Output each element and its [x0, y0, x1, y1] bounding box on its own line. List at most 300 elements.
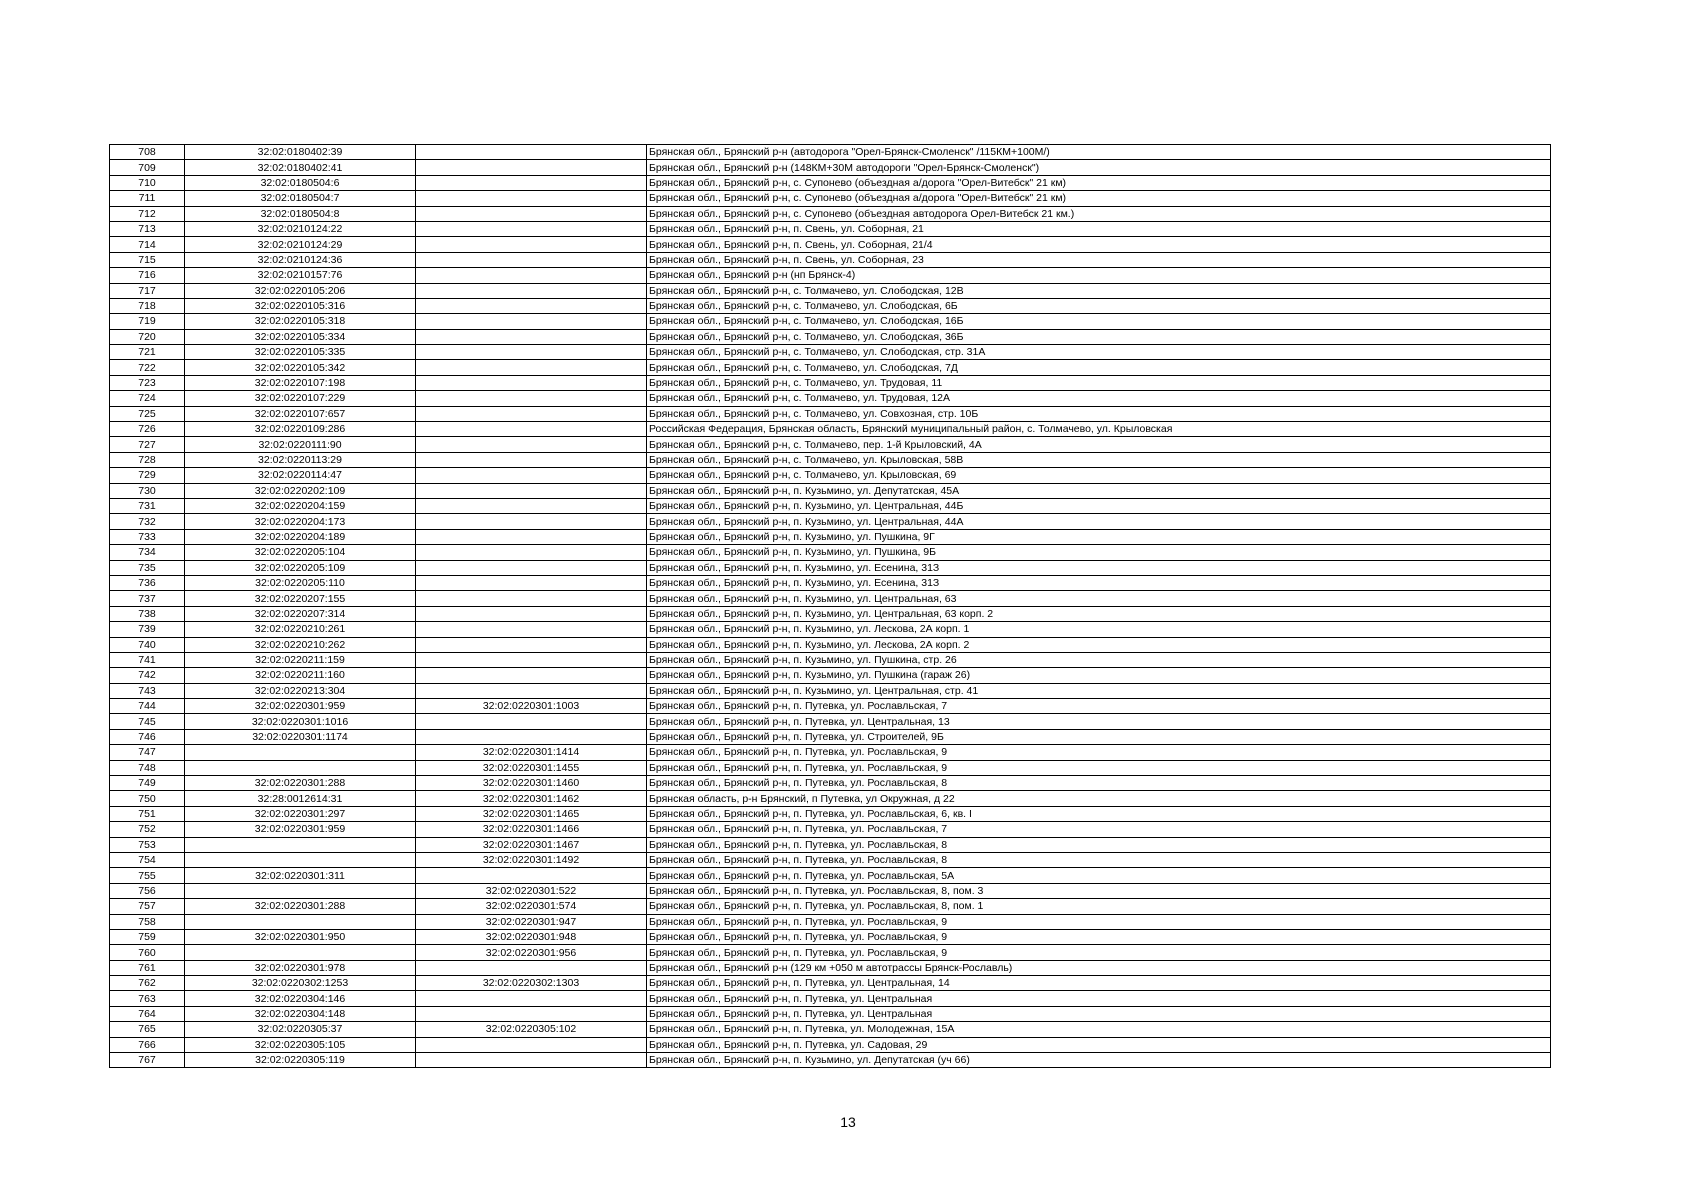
- row-number-cell: 712: [110, 206, 185, 221]
- related-cadastral-number-cell: [416, 652, 647, 667]
- row-number-cell: 741: [110, 652, 185, 667]
- table-row: [110, 652, 1551, 667]
- related-cadastral-number-cell: [416, 498, 647, 513]
- table-row: [110, 699, 1551, 714]
- cadastral-number-cell: 32:02:0210124:36: [185, 252, 416, 267]
- table-row: [110, 406, 1551, 421]
- address-cell: Брянская обл., Брянский р-н, п. Путевка, ул. Центральная, 14: [647, 976, 1551, 991]
- row-number-cell: 723: [110, 375, 185, 390]
- cadastral-number-cell: 32:02:0220301:297: [185, 806, 416, 821]
- related-cadastral-number-cell: [416, 406, 647, 421]
- row-number-cell: 754: [110, 852, 185, 867]
- related-cadastral-number-cell: [416, 329, 647, 344]
- address-cell: Брянская обл., Брянский р-н, п. Путевка, ул. Рославльская, 9: [647, 745, 1551, 760]
- table-row: [110, 529, 1551, 544]
- address-cell: Брянская обл., Брянский р-н, п. Кузьмино, ул. Центральная, 63 корп. 2: [647, 606, 1551, 621]
- cadastral-number-cell: 32:02:0220109:286: [185, 422, 416, 437]
- address-cell: Брянская обл., Брянский р-н, п. Кузьмино, ул. Пушкина, 9Б: [647, 545, 1551, 560]
- address-cell: Брянская обл., Брянский р-н, п. Путевка, ул. Центральная, 13: [647, 714, 1551, 729]
- related-cadastral-number-cell: 32:02:0220301:956: [416, 945, 647, 960]
- address-cell: Брянская обл., Брянский р-н, п. Путевка, ул. Строителей, 9Б: [647, 729, 1551, 744]
- address-cell: Брянская обл., Брянский р-н, п. Путевка, ул. Рославльская, 9: [647, 760, 1551, 775]
- table-row: [110, 899, 1551, 914]
- row-number-cell: 745: [110, 714, 185, 729]
- address-cell: Брянская обл., Брянский р-н (нп Брянск-4): [647, 268, 1551, 283]
- row-number-cell: 725: [110, 406, 185, 421]
- related-cadastral-number-cell: [416, 714, 647, 729]
- address-cell: Брянская обл., Брянский р-н (автодорога "Орел-Брянск-Смоленск" /115КМ+100М/): [647, 145, 1551, 160]
- cadastral-number-cell: 32:02:0220204:189: [185, 529, 416, 544]
- address-cell: Брянская область, р-н Брянский, п Путевка, ул Окружная, д 22: [647, 791, 1551, 806]
- related-cadastral-number-cell: [416, 298, 647, 313]
- row-number-cell: 729: [110, 468, 185, 483]
- related-cadastral-number-cell: 32:02:0220305:102: [416, 1022, 647, 1037]
- table-row: [110, 545, 1551, 560]
- cadastral-number-cell: 32:02:0220210:261: [185, 622, 416, 637]
- address-cell: Брянская обл., Брянский р-н, п. Путевка, ул. Рославльская, 7: [647, 822, 1551, 837]
- row-number-cell: 711: [110, 191, 185, 206]
- cadastral-number-cell: 32:02:0180504:7: [185, 191, 416, 206]
- table-row: [110, 268, 1551, 283]
- cadastral-number-cell: [185, 883, 416, 898]
- table-row: [110, 822, 1551, 837]
- cadastral-number-cell: 32:02:0220301:288: [185, 899, 416, 914]
- address-cell: Брянская обл., Брянский р-н, п. Кузьмино, ул. Лескова, 2А корп. 2: [647, 637, 1551, 652]
- related-cadastral-number-cell: 32:02:0220301:948: [416, 929, 647, 944]
- related-cadastral-number-cell: [416, 221, 647, 236]
- row-number-cell: 718: [110, 298, 185, 313]
- row-number-cell: 759: [110, 929, 185, 944]
- row-number-cell: 727: [110, 437, 185, 452]
- address-cell: Брянская обл., Брянский р-н (148КМ+30М автодороги "Орел-Брянск-Смоленск"): [647, 160, 1551, 175]
- cadastral-number-cell: 32:02:0220210:262: [185, 637, 416, 652]
- cadastral-number-cell: 32:02:0220107:229: [185, 391, 416, 406]
- address-cell: Брянская обл., Брянский р-н, п. Путевка, ул. Рославльская, 9: [647, 929, 1551, 944]
- row-number-cell: 713: [110, 221, 185, 236]
- table-row: [110, 776, 1551, 791]
- cadastral-number-cell: [185, 837, 416, 852]
- table-row: [110, 760, 1551, 775]
- related-cadastral-number-cell: [416, 514, 647, 529]
- address-cell: Брянская обл., Брянский р-н, с. Толмачево, ул. Слободская, 36Б: [647, 329, 1551, 344]
- row-number-cell: 756: [110, 883, 185, 898]
- row-number-cell: 757: [110, 899, 185, 914]
- cadastral-number-cell: 32:02:0220202:109: [185, 483, 416, 498]
- row-number-cell: 716: [110, 268, 185, 283]
- address-cell: Брянская обл., Брянский р-н, п. Путевка, ул. Садовая, 29: [647, 1037, 1551, 1052]
- table-row: [110, 637, 1551, 652]
- table-row: [110, 1006, 1551, 1021]
- cadastral-number-cell: 32:02:0220207:155: [185, 591, 416, 606]
- address-cell: Брянская обл., Брянский р-н, п. Кузьмино, ул. Депутатская, 45А: [647, 483, 1551, 498]
- property-table: [109, 144, 1551, 1068]
- address-cell: Брянская обл., Брянский р-н, с. Толмачево, ул. Совхозная, стр. 10Б: [647, 406, 1551, 421]
- related-cadastral-number-cell: [416, 1053, 647, 1068]
- related-cadastral-number-cell: [416, 683, 647, 698]
- table-row: [110, 391, 1551, 406]
- related-cadastral-number-cell: [416, 145, 647, 160]
- related-cadastral-number-cell: [416, 160, 647, 175]
- table-row: [110, 145, 1551, 160]
- cadastral-number-cell: 32:02:0220205:104: [185, 545, 416, 560]
- cadastral-number-cell: [185, 945, 416, 960]
- table-row: [110, 345, 1551, 360]
- cadastral-number-cell: 32:02:0220301:959: [185, 822, 416, 837]
- related-cadastral-number-cell: [416, 529, 647, 544]
- cadastral-number-cell: 32:02:0220105:318: [185, 314, 416, 329]
- cadastral-number-cell: 32:02:0220305:105: [185, 1037, 416, 1052]
- address-cell: Брянская обл., Брянский р-н, с. Толмачево, ул. Слободская, стр. 31А: [647, 345, 1551, 360]
- table-row: [110, 175, 1551, 190]
- table-row: [110, 991, 1551, 1006]
- row-number-cell: 735: [110, 560, 185, 575]
- related-cadastral-number-cell: [416, 360, 647, 375]
- address-cell: Брянская обл., Брянский р-н, с. Толмачево, ул. Трудовая, 11: [647, 375, 1551, 390]
- cadastral-number-cell: 32:02:0210124:22: [185, 221, 416, 236]
- address-cell: Брянская обл., Брянский р-н, п. Путевка, ул. Рославльская, 8: [647, 837, 1551, 852]
- row-number-cell: 714: [110, 237, 185, 252]
- row-number-cell: 766: [110, 1037, 185, 1052]
- cadastral-number-cell: 32:02:0220107:198: [185, 375, 416, 390]
- related-cadastral-number-cell: [416, 283, 647, 298]
- row-number-cell: 733: [110, 529, 185, 544]
- related-cadastral-number-cell: 32:02:0220301:947: [416, 914, 647, 929]
- row-number-cell: 730: [110, 483, 185, 498]
- row-number-cell: 726: [110, 422, 185, 437]
- page-number: 13: [840, 1114, 856, 1130]
- cadastral-number-cell: 32:02:0220105:206: [185, 283, 416, 298]
- related-cadastral-number-cell: 32:02:0220301:522: [416, 883, 647, 898]
- related-cadastral-number-cell: [416, 991, 647, 1006]
- table-row: [110, 929, 1551, 944]
- table-row: [110, 683, 1551, 698]
- row-number-cell: 748: [110, 760, 185, 775]
- cadastral-number-cell: 32:02:0220105:316: [185, 298, 416, 313]
- address-cell: Брянская обл., Брянский р-н (129 км +050 м автотрассы Брянск-Рославль): [647, 960, 1551, 975]
- table-row: [110, 837, 1551, 852]
- address-cell: Брянская обл., Брянский р-н, с. Супонево (объездная а/дорога "Орел-Витебск" 21 км): [647, 175, 1551, 190]
- cadastral-number-cell: 32:02:0180504:6: [185, 175, 416, 190]
- address-cell: Брянская обл., Брянский р-н, с. Толмачево, ул. Слободская, 6Б: [647, 298, 1551, 313]
- table-row: [110, 237, 1551, 252]
- table-row: [110, 360, 1551, 375]
- address-cell: Брянская обл., Брянский р-н, п. Путевка, ул. Рославльская, 6, кв. I: [647, 806, 1551, 821]
- table-row: [110, 514, 1551, 529]
- table-row: [110, 329, 1551, 344]
- related-cadastral-number-cell: [416, 345, 647, 360]
- table-row: [110, 468, 1551, 483]
- row-number-cell: 752: [110, 822, 185, 837]
- related-cadastral-number-cell: 32:02:0220301:1492: [416, 852, 647, 867]
- cadastral-number-cell: 32:02:0220107:657: [185, 406, 416, 421]
- related-cadastral-number-cell: [416, 575, 647, 590]
- address-cell: Брянская обл., Брянский р-н, п. Кузьмино, ул. Центральная, 44Б: [647, 498, 1551, 513]
- related-cadastral-number-cell: [416, 375, 647, 390]
- address-cell: Брянская обл., Брянский р-н, с. Супонево (объездная а/дорога "Орел-Витебск" 21 км): [647, 191, 1551, 206]
- cadastral-number-cell: [185, 852, 416, 867]
- table-row: [110, 221, 1551, 236]
- row-number-cell: 742: [110, 668, 185, 683]
- row-number-cell: 763: [110, 991, 185, 1006]
- table-row: [110, 883, 1551, 898]
- related-cadastral-number-cell: [416, 206, 647, 221]
- row-number-cell: 710: [110, 175, 185, 190]
- related-cadastral-number-cell: [416, 237, 647, 252]
- related-cadastral-number-cell: 32:02:0220301:1003: [416, 699, 647, 714]
- row-number-cell: 736: [110, 575, 185, 590]
- row-number-cell: 740: [110, 637, 185, 652]
- address-cell: Брянская обл., Брянский р-н, п. Свень, ул. Соборная, 21: [647, 221, 1551, 236]
- row-number-cell: 764: [110, 1006, 185, 1021]
- related-cadastral-number-cell: 32:02:0220301:1460: [416, 776, 647, 791]
- cadastral-number-cell: [185, 745, 416, 760]
- cadastral-number-cell: 32:02:0180402:41: [185, 160, 416, 175]
- address-cell: Брянская обл., Брянский р-н, с. Толмачево, ул. Слободская, 16Б: [647, 314, 1551, 329]
- related-cadastral-number-cell: [416, 591, 647, 606]
- cadastral-number-cell: 32:02:0220211:160: [185, 668, 416, 683]
- row-number-cell: 721: [110, 345, 185, 360]
- row-number-cell: 739: [110, 622, 185, 637]
- cadastral-number-cell: 32:02:0180504:8: [185, 206, 416, 221]
- cadastral-number-cell: 32:02:0220105:342: [185, 360, 416, 375]
- related-cadastral-number-cell: [416, 868, 647, 883]
- table-row: [110, 483, 1551, 498]
- row-number-cell: 717: [110, 283, 185, 298]
- table-row: [110, 806, 1551, 821]
- address-cell: Брянская обл., Брянский р-н, с. Толмачево, ул. Крыловская, 69: [647, 468, 1551, 483]
- table-row: [110, 314, 1551, 329]
- row-number-cell: 750: [110, 791, 185, 806]
- related-cadastral-number-cell: [416, 468, 647, 483]
- row-number-cell: 728: [110, 452, 185, 467]
- table-row: [110, 914, 1551, 929]
- related-cadastral-number-cell: [416, 191, 647, 206]
- row-number-cell: 760: [110, 945, 185, 960]
- cadastral-number-cell: 32:02:0210124:29: [185, 237, 416, 252]
- related-cadastral-number-cell: [416, 960, 647, 975]
- address-cell: Брянская обл., Брянский р-н, с. Толмачево, ул. Слободская, 12В: [647, 283, 1551, 298]
- table-row: [110, 868, 1551, 883]
- related-cadastral-number-cell: [416, 314, 647, 329]
- related-cadastral-number-cell: 32:02:0220301:1455: [416, 760, 647, 775]
- row-number-cell: 746: [110, 729, 185, 744]
- related-cadastral-number-cell: [416, 483, 647, 498]
- related-cadastral-number-cell: [416, 545, 647, 560]
- cadastral-number-cell: 32:02:0220211:159: [185, 652, 416, 667]
- row-number-cell: 738: [110, 606, 185, 621]
- address-cell: Брянская обл., Брянский р-н, п. Путевка, ул. Рославльская, 8, пом. 1: [647, 899, 1551, 914]
- table-row: [110, 560, 1551, 575]
- related-cadastral-number-cell: [416, 606, 647, 621]
- table-row: [110, 791, 1551, 806]
- related-cadastral-number-cell: [416, 252, 647, 267]
- row-number-cell: 731: [110, 498, 185, 513]
- address-cell: Брянская обл., Брянский р-н, п. Кузьмино, ул. Депутатская (уч 66): [647, 1053, 1551, 1068]
- related-cadastral-number-cell: [416, 1006, 647, 1021]
- address-cell: Брянская обл., Брянский р-н, п. Путевка, ул. Рославльская, 8, пом. 3: [647, 883, 1551, 898]
- address-cell: Брянская обл., Брянский р-н, п. Кузьмино, ул. Пушкина, 9Г: [647, 529, 1551, 544]
- table-row: [110, 298, 1551, 313]
- row-number-cell: 737: [110, 591, 185, 606]
- cadastral-number-cell: 32:02:0220105:334: [185, 329, 416, 344]
- related-cadastral-number-cell: 32:02:0220301:574: [416, 899, 647, 914]
- address-cell: Брянская обл., Брянский р-н, п. Путевка, ул. Рославльская, 7: [647, 699, 1551, 714]
- cadastral-number-cell: [185, 914, 416, 929]
- row-number-cell: 758: [110, 914, 185, 929]
- related-cadastral-number-cell: [416, 175, 647, 190]
- related-cadastral-number-cell: 32:02:0220301:1467: [416, 837, 647, 852]
- table-row: [110, 191, 1551, 206]
- related-cadastral-number-cell: [416, 452, 647, 467]
- cadastral-number-cell: 32:02:0220204:159: [185, 498, 416, 513]
- cadastral-number-cell: 32:02:0220113:29: [185, 452, 416, 467]
- cadastral-number-cell: 32:02:0220304:148: [185, 1006, 416, 1021]
- table-row: [110, 622, 1551, 637]
- cadastral-number-cell: 32:02:0220111:90: [185, 437, 416, 452]
- cadastral-number-cell: 32:02:0220301:959: [185, 699, 416, 714]
- table-row: [110, 452, 1551, 467]
- related-cadastral-number-cell: [416, 268, 647, 283]
- address-cell: Брянская обл., Брянский р-н, с. Толмачево, ул. Трудовая, 12А: [647, 391, 1551, 406]
- address-cell: Брянская обл., Брянский р-н, п. Свень, ул. Соборная, 23: [647, 252, 1551, 267]
- related-cadastral-number-cell: 32:02:0220301:1462: [416, 791, 647, 806]
- related-cadastral-number-cell: 32:02:0220301:1465: [416, 806, 647, 821]
- row-number-cell: 724: [110, 391, 185, 406]
- cadastral-number-cell: 32:02:0220114:47: [185, 468, 416, 483]
- table-row: [110, 852, 1551, 867]
- table-row: [110, 375, 1551, 390]
- related-cadastral-number-cell: [416, 437, 647, 452]
- cadastral-number-cell: 32:02:0220305:119: [185, 1053, 416, 1068]
- row-number-cell: 719: [110, 314, 185, 329]
- cadastral-number-cell: 32:02:0220207:314: [185, 606, 416, 621]
- table-row: [110, 575, 1551, 590]
- address-cell: Брянская обл., Брянский р-н, п. Кузьмино, ул. Есенина, 31З: [647, 560, 1551, 575]
- row-number-cell: 732: [110, 514, 185, 529]
- table-row: [110, 1022, 1551, 1037]
- cadastral-number-cell: 32:02:0220301:1174: [185, 729, 416, 744]
- table-row: [110, 729, 1551, 744]
- row-number-cell: 761: [110, 960, 185, 975]
- address-cell: Брянская обл., Брянский р-н, с. Толмачево, пер. 1-й Крыловский, 4А: [647, 437, 1551, 452]
- cadastral-number-cell: 32:02:0220304:146: [185, 991, 416, 1006]
- cadastral-number-cell: 32:02:0220205:110: [185, 575, 416, 590]
- table-row: [110, 945, 1551, 960]
- row-number-cell: 722: [110, 360, 185, 375]
- cadastral-number-cell: 32:02:0220213:304: [185, 683, 416, 698]
- related-cadastral-number-cell: [416, 622, 647, 637]
- related-cadastral-number-cell: 32:02:0220302:1303: [416, 976, 647, 991]
- address-cell: Брянская обл., Брянский р-н, п. Кузьмино, ул. Пушкина (гараж 26): [647, 668, 1551, 683]
- table-row: [110, 252, 1551, 267]
- related-cadastral-number-cell: [416, 422, 647, 437]
- address-cell: Брянская обл., Брянский р-н, п. Кузьмино, ул. Центральная, 44А: [647, 514, 1551, 529]
- address-cell: Брянская обл., Брянский р-н, п. Кузьмино, ул. Пушкина, стр. 26: [647, 652, 1551, 667]
- related-cadastral-number-cell: [416, 668, 647, 683]
- row-number-cell: 744: [110, 699, 185, 714]
- address-cell: Брянская обл., Брянский р-н, п. Кузьмино, ул. Центральная, 63: [647, 591, 1551, 606]
- cadastral-number-cell: 32:02:0210157:76: [185, 268, 416, 283]
- cadastral-number-cell: 32:02:0220105:335: [185, 345, 416, 360]
- table-row: [110, 206, 1551, 221]
- row-number-cell: 715: [110, 252, 185, 267]
- cadastral-number-cell: 32:02:0220301:950: [185, 929, 416, 944]
- row-number-cell: 765: [110, 1022, 185, 1037]
- related-cadastral-number-cell: [416, 1037, 647, 1052]
- table-row: [110, 960, 1551, 975]
- address-cell: Брянская обл., Брянский р-н, п. Кузьмино, ул. Лескова, 2А корп. 1: [647, 622, 1551, 637]
- related-cadastral-number-cell: [416, 729, 647, 744]
- table-row: [110, 1053, 1551, 1068]
- address-cell: Российская Федерация, Брянская область, Брянский муниципальный район, с. Толмачево, ул. Крыловская: [647, 422, 1551, 437]
- address-cell: Брянская обл., Брянский р-н, п. Путевка, ул. Центральная: [647, 1006, 1551, 1021]
- row-number-cell: 755: [110, 868, 185, 883]
- related-cadastral-number-cell: [416, 391, 647, 406]
- address-cell: Брянская обл., Брянский р-н, п. Кузьмино, ул. Есенина, 31З: [647, 575, 1551, 590]
- cadastral-number-cell: 32:02:0220204:173: [185, 514, 416, 529]
- table-row: [110, 1037, 1551, 1052]
- address-cell: Брянская обл., Брянский р-н, с. Толмачево, ул. Слободская, 7Д: [647, 360, 1551, 375]
- table-row: [110, 745, 1551, 760]
- address-cell: Брянская обл., Брянский р-н, п. Путевка, ул. Рославльская, 8: [647, 852, 1551, 867]
- table-row: [110, 422, 1551, 437]
- row-number-cell: 767: [110, 1053, 185, 1068]
- address-cell: Брянская обл., Брянский р-н, п. Путевка, ул. Центральная: [647, 991, 1551, 1006]
- table-row: [110, 283, 1551, 298]
- row-number-cell: 762: [110, 976, 185, 991]
- address-cell: Брянская обл., Брянский р-н, с. Супонево (объездная автодорога Орел-Витебск 21 км.): [647, 206, 1551, 221]
- address-cell: Брянская обл., Брянский р-н, п. Путевка, ул. Рославльская, 9: [647, 914, 1551, 929]
- cadastral-number-cell: 32:02:0220301:311: [185, 868, 416, 883]
- table-row: [110, 976, 1551, 991]
- row-number-cell: 753: [110, 837, 185, 852]
- related-cadastral-number-cell: [416, 560, 647, 575]
- address-cell: Брянская обл., Брянский р-н, п. Свень, ул. Соборная, 21/4: [647, 237, 1551, 252]
- cadastral-number-cell: 32:02:0220301:1016: [185, 714, 416, 729]
- row-number-cell: 751: [110, 806, 185, 821]
- row-number-cell: 734: [110, 545, 185, 560]
- address-cell: Брянская обл., Брянский р-н, с. Толмачево, ул. Крыловская, 58В: [647, 452, 1551, 467]
- cadastral-number-cell: 32:02:0220305:37: [185, 1022, 416, 1037]
- address-cell: Брянская обл., Брянский р-н, п. Путевка, ул. Рославльская, 8: [647, 776, 1551, 791]
- address-cell: Брянская обл., Брянский р-н, п. Путевка, ул. Рославльская, 5А: [647, 868, 1551, 883]
- cadastral-number-cell: [185, 760, 416, 775]
- address-cell: Брянская обл., Брянский р-н, п. Путевка, ул. Рославльская, 9: [647, 945, 1551, 960]
- related-cadastral-number-cell: 32:02:0220301:1414: [416, 745, 647, 760]
- row-number-cell: 743: [110, 683, 185, 698]
- related-cadastral-number-cell: 32:02:0220301:1466: [416, 822, 647, 837]
- row-number-cell: 749: [110, 776, 185, 791]
- cadastral-number-cell: 32:02:0220302:1253: [185, 976, 416, 991]
- row-number-cell: 747: [110, 745, 185, 760]
- row-number-cell: 708: [110, 145, 185, 160]
- table-row: [110, 668, 1551, 683]
- address-cell: Брянская обл., Брянский р-н, п. Кузьмино, ул. Центральная, стр. 41: [647, 683, 1551, 698]
- table-row: [110, 591, 1551, 606]
- table-row: [110, 437, 1551, 452]
- table-row: [110, 498, 1551, 513]
- row-number-cell: 709: [110, 160, 185, 175]
- cadastral-number-cell: 32:02:0220205:109: [185, 560, 416, 575]
- table-body: [110, 145, 1551, 1068]
- table-row: [110, 714, 1551, 729]
- cadastral-number-cell: 32:02:0180402:39: [185, 145, 416, 160]
- cadastral-number-cell: 32:02:0220301:288: [185, 776, 416, 791]
- cadastral-number-cell: 32:02:0220301:978: [185, 960, 416, 975]
- cadastral-number-cell: 32:28:0012614:31: [185, 791, 416, 806]
- table-row: [110, 160, 1551, 175]
- address-cell: Брянская обл., Брянский р-н, п. Путевка, ул. Молодежная, 15А: [647, 1022, 1551, 1037]
